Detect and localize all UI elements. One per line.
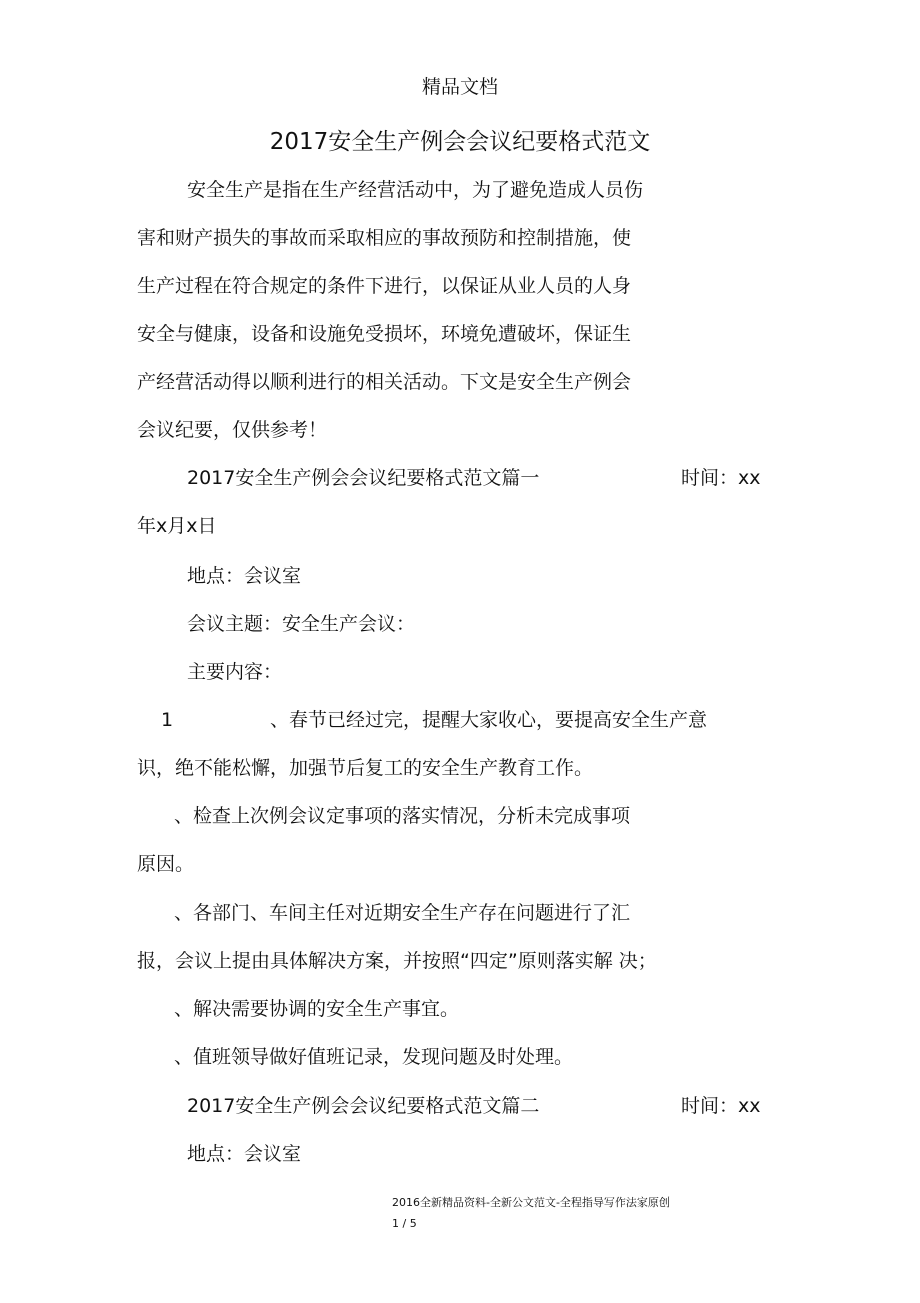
section1-theme: 会议主题：安全生产会议： — [187, 613, 416, 635]
item2-line-2: 原因。 — [137, 853, 195, 875]
item1-number: 1 — [161, 709, 174, 731]
intro-line-4: 安全与健康，设备和设施免受损坏，环境免遭破坏，保证生 — [137, 323, 632, 345]
section1-time-label: 时间：xx — [681, 467, 761, 489]
intro-line-6: 会议纪要，仅供参考！ — [137, 419, 328, 441]
item2-line-1: 、检查上次例会议定事项的落实情况，分析未完成事项 — [174, 805, 631, 827]
section2-place: 地点：会议室 — [187, 1143, 302, 1165]
intro-line-3: 生产过程在符合规定的条件下进行，以保证从业人员的人身 — [137, 275, 632, 297]
section1-heading: 2017安全生产例会会议纪要格式范文篇一 — [187, 467, 540, 489]
intro-line-2: 害和财产损失的事故而采取相应的事故预防和控制措施，使 — [137, 227, 632, 249]
section2-time-label: 时间：xx — [681, 1095, 761, 1117]
page-number: 1 / 5 — [392, 1217, 417, 1230]
page-header: 精品文档 — [421, 76, 498, 98]
intro-line-1: 安全生产是指在生产经营活动中，为了避免造成人员伤 — [187, 179, 644, 201]
item4: 、解决需要协调的安全生产事宜。 — [174, 998, 460, 1020]
item3-line-1: 、各部门、车间主任对近期安全生产存在问题进行了汇 — [174, 902, 631, 924]
intro-line-5: 产经营活动得以顺利进行的相关活动。下文是安全生产例会 — [137, 371, 632, 393]
item1-line-2: 识，绝不能松懈，加强节后复工的安全生产教育工作。 — [137, 757, 594, 779]
footer-text: 2016全新精品资料-全新公文范文-全程指导写作法家原创 — [392, 1196, 670, 1209]
item5: 、值班领导做好值班记录，发现问题及时处理。 — [174, 1046, 574, 1068]
item1-line-1: 、春节已经过完，提醒大家收心，要提高安全生产意 — [270, 709, 708, 731]
section1-content-label: 主要内容： — [187, 661, 283, 683]
item3-line-2: 报，会议上提由具体解决方案，并按照“四定”原则落实解 决； — [137, 950, 657, 972]
section1-time-date: 年x月x日 — [137, 515, 217, 537]
section2-heading: 2017安全生产例会会议纪要格式范文篇二 — [187, 1095, 540, 1117]
section1-place: 地点：会议室 — [187, 565, 302, 587]
document-title: 2017安全生产例会会议纪要格式范文 — [269, 129, 651, 155]
